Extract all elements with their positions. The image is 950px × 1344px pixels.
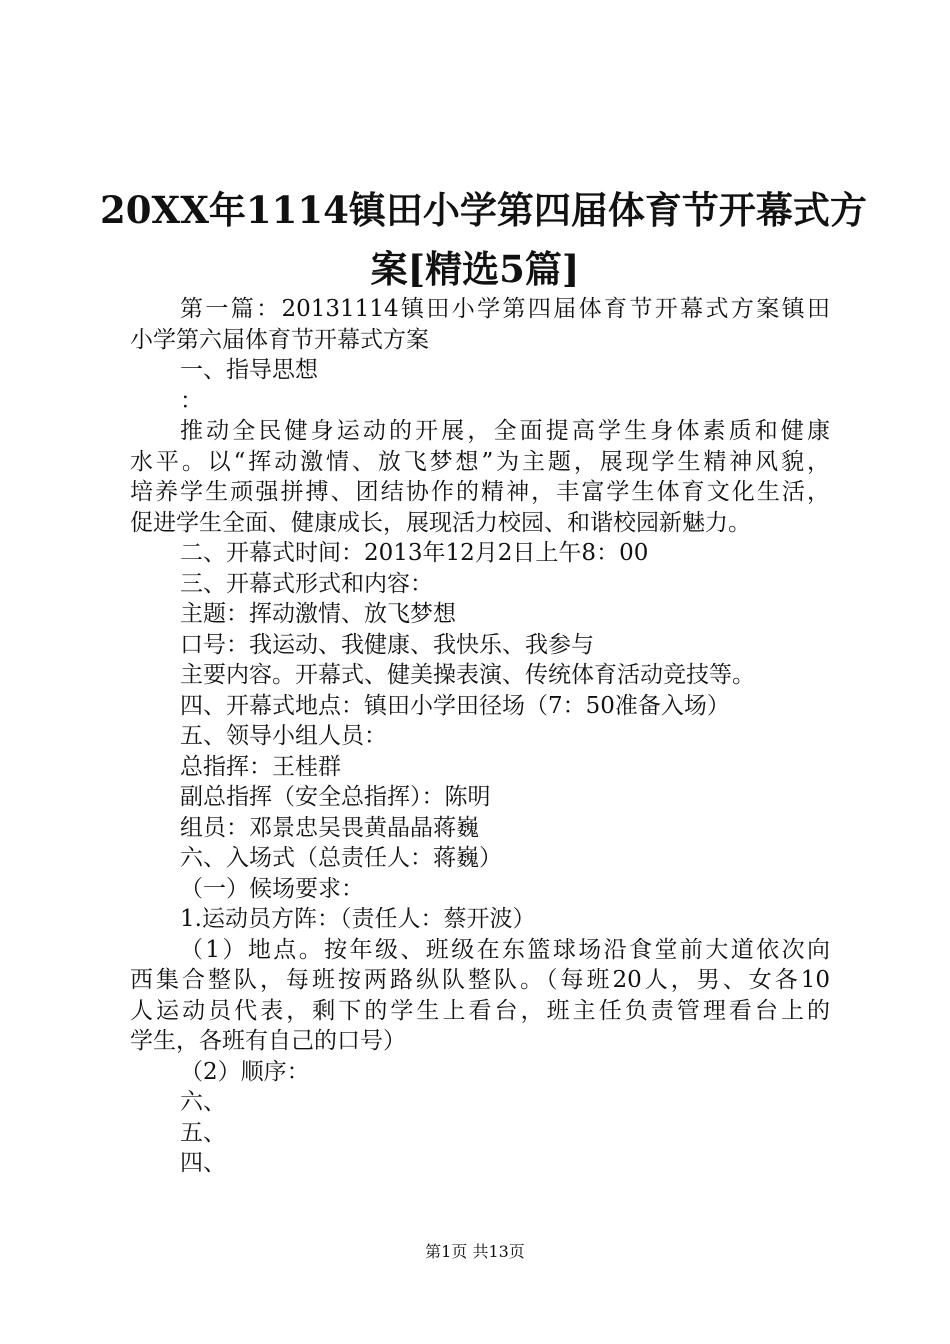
- list-item: 六、: [180, 1089, 226, 1115]
- paragraph-line: （2）顺序：: [180, 1058, 310, 1085]
- section-heading: 三、开幕式形式和内容：: [180, 570, 433, 597]
- paragraph-line: 组员：邓景忠吴畏黄晶晶蒋巍: [180, 814, 479, 841]
- paragraph-line: 人运动员代表，剩下的学生上看台，班主任负责管理看台上的: [130, 997, 830, 1024]
- paragraph-line: 口号：我运动、我健康、我快乐、我参与: [180, 631, 594, 658]
- section-heading: 六、入场式（总责任人：蒋巍）: [180, 845, 502, 871]
- paragraph-line: 培养学生顽强拼搏、团结协作的精神，丰富学生体育文化生活，: [130, 479, 830, 505]
- paragraph-line: 小学第六届体育节开幕式方案: [130, 326, 429, 353]
- paragraph-line: 第一篇：20131114镇田小学第四届体育节开幕式方案镇田: [180, 296, 830, 322]
- section-heading: 一、指导思想: [180, 357, 318, 383]
- section-heading: 二、开幕式时间：2013年12月2日上午8：00: [180, 540, 649, 566]
- document-title-line-1: 20XX年1114镇田小学第四届体育节开幕式方: [100, 188, 867, 232]
- list-item: 四、: [180, 1150, 226, 1176]
- paragraph-line: 促进学生全面、健康成长，展现活力校园、和谐校园新魅力。: [130, 509, 751, 536]
- paragraph-line: 西集合整队，每班按两路纵队整队。（每班20人，男、女各10: [130, 967, 830, 993]
- document-title-line-2: 案[精选5篇]: [370, 247, 580, 291]
- section-heading: 五、领导小组人员：: [180, 723, 387, 749]
- paragraph-line: 推动全民健身运动的开展，全面提高学生身体素质和健康: [180, 418, 830, 444]
- page-footer: 第1页 共13页: [425, 1242, 525, 1261]
- paragraph-line: （1）地点。按年级、班级在东篮球场沿食堂前大道依次向: [180, 936, 830, 963]
- paragraph-line: 主题：挥动激情、放飞梦想: [180, 601, 456, 627]
- paragraph-line: 主要内容。开幕式、健美操表演、传统体育活动竞技等。: [180, 662, 755, 688]
- paragraph-line: 副总指挥（安全总指挥）：陈明: [180, 784, 491, 810]
- list-item: 五、: [180, 1119, 226, 1146]
- subsection-heading: （一）候场要求：: [180, 875, 364, 902]
- paragraph-line: 水平。以“挥动激情、放飞梦想”为主题，展现学生精神风貌，: [130, 448, 830, 475]
- paragraph-line: 总指挥：王桂群: [180, 753, 341, 780]
- paragraph-line: 学生，各班有自己的口号）: [130, 1028, 406, 1054]
- section-heading: 四、开幕式地点：镇田小学田径场（7：50准备入场）: [180, 692, 730, 719]
- document-body: [130, 294, 830, 1179]
- paragraph-line: 1.运动员方阵：（责任人：蔡开波）: [180, 906, 536, 932]
- paragraph-line: ：: [180, 387, 203, 414]
